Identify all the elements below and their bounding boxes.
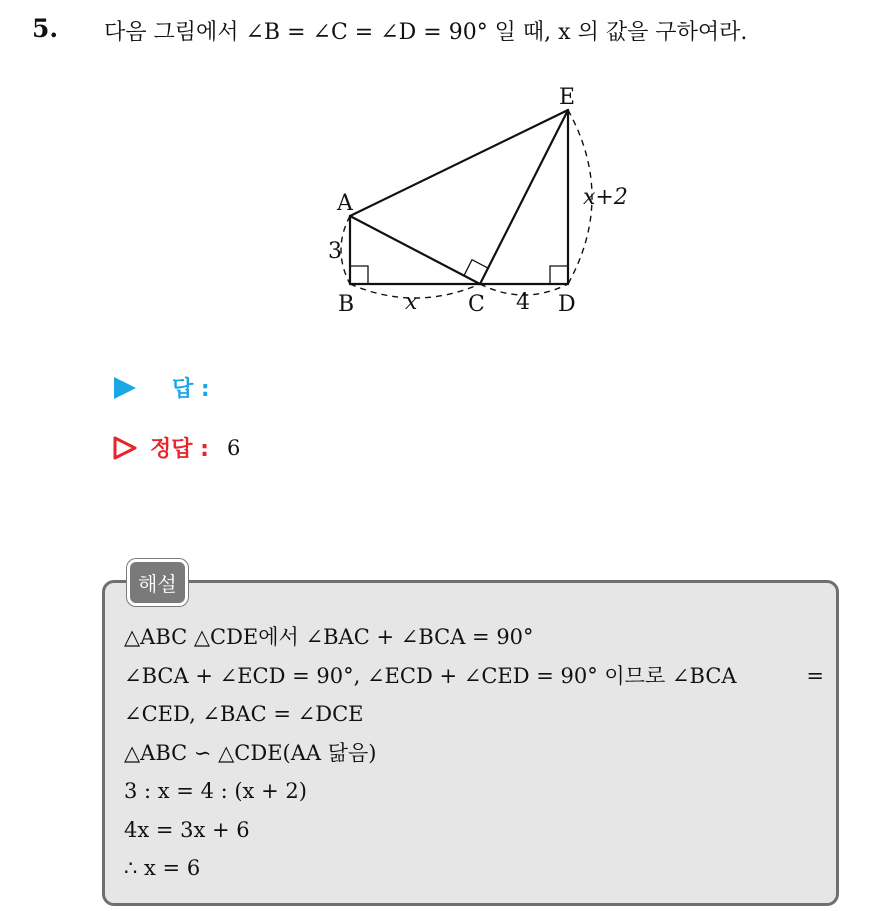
play-triangle-icon [112,375,138,401]
explanation-line-1: △ABC △CDE에서 ∠BAC + ∠BCA = 90° [124,625,534,649]
explanation-line-6: 4x = 3x + 6 [124,817,250,842]
label-a: A [337,191,353,216]
explanation-line-3: ∠CED, ∠BAC = ∠DCE [124,702,364,726]
explanation-line-2b: = [806,663,824,688]
right-angle-b [350,266,368,284]
explanation-line-4: △ABC ∽ △CDE(AA 닮음) [124,740,377,765]
label-side-bc: x [405,290,418,315]
label-c: C [468,292,485,317]
label-d: D [558,292,576,317]
segment-ac [350,216,480,284]
segment-ce [480,110,568,284]
segment-ae [350,110,568,216]
correct-answer-value: 6 [226,435,241,460]
answer-row [112,372,228,403]
explanation-line-2a: ∠BCA + ∠ECD = 90°, ∠ECD + ∠CED = 90° 이므로 ∠BCA [124,663,737,688]
right-angle-d [550,266,568,284]
label-b: B [338,292,355,317]
explanation-content [124,618,829,888]
correct-answer-row [112,432,240,463]
label-side-ab: 3 [328,239,342,264]
label-side-de: x+2 [583,185,628,210]
outline-triangle-icon [112,435,138,461]
explanation-tag: 해설 [127,559,188,606]
label-side-cd: 4 [516,290,530,315]
arc-ab [341,216,350,284]
explanation-line-7: ∴ x = 6 [124,856,201,880]
explanation-line-5: 3 : x = 4 : (x + 2) [124,779,307,803]
question-number: 5. [32,14,59,43]
correct-answer-label: 정답 : [150,437,209,462]
label-e: E [559,85,576,110]
explanation-line-2 [124,657,824,696]
figure-svg [320,78,650,328]
question-text: 다음 그림에서 ∠B = ∠C = ∠D = 90° 일 때, x 의 값을 구하여라. [104,20,748,45]
geometry-figure [320,78,650,328]
answer-label: 답 : [172,377,210,402]
